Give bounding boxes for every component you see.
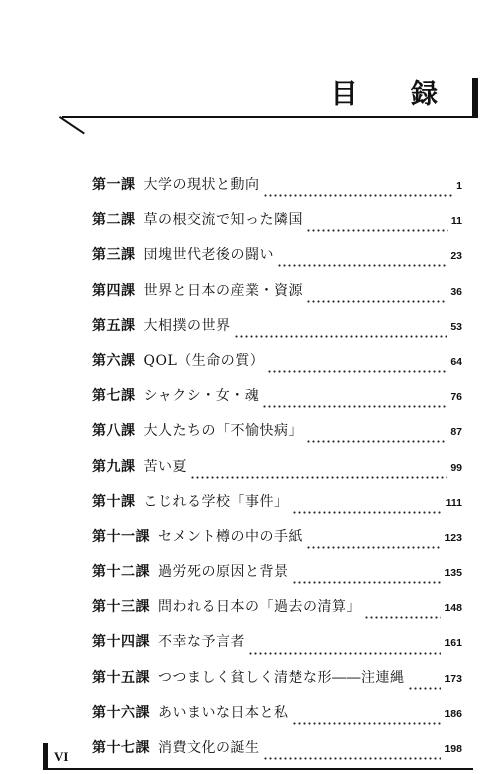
toc-lesson-number: 第十三課 (92, 599, 150, 616)
toc-title: 消費文化の誕生 (158, 740, 260, 756)
footer-rule (43, 768, 473, 770)
toc-lesson-number: 第二課 (92, 212, 136, 229)
toc-lesson-number: 第十四課 (92, 634, 150, 651)
toc-leader-dots (306, 440, 447, 443)
toc-entry[interactable] (92, 631, 462, 666)
page-number: VI (54, 749, 69, 764)
toc-lesson-number: 第九課 (92, 458, 136, 475)
toc-leader-dots (248, 652, 441, 655)
toc-entry[interactable] (92, 385, 462, 420)
toc-title: 団塊世代老後の闘い (143, 247, 274, 264)
toc-lesson-number: 第十課 (92, 493, 136, 510)
toc-leader-dots (262, 405, 447, 408)
toc-page-number: 99 (450, 461, 462, 474)
toc-page-number: 11 (450, 215, 462, 228)
toc-leader-dots (292, 511, 443, 514)
toc-leader-dots (277, 264, 447, 267)
toc-leader-dots (306, 229, 448, 232)
toc-entry[interactable] (92, 526, 462, 561)
toc-title: つつましく貧しく清楚な形――注連縄 (158, 669, 405, 686)
toc-lesson-number: 第十二課 (92, 564, 150, 581)
table-of-contents (92, 174, 462, 772)
toc-entry[interactable] (92, 174, 462, 209)
toc-page-number: 111 (445, 496, 462, 509)
toc-entry[interactable] (92, 667, 462, 702)
toc-entry[interactable] (92, 244, 462, 279)
toc-page-number: 173 (444, 672, 462, 685)
toc-page-number: 135 (444, 567, 462, 580)
toc-entry[interactable] (92, 315, 462, 350)
toc-lesson-number: 第十一課 (92, 528, 150, 545)
title-rule-diagonal (59, 116, 85, 134)
toc-title: 草の根交流で知った隣国 (143, 212, 303, 229)
toc-page-number: 198 (444, 743, 462, 755)
toc-title: 苦い夏 (143, 458, 187, 475)
toc-lesson-number: 第十七課 (92, 740, 150, 756)
toc-page-number: 64 (450, 355, 462, 368)
toc-page-number: 23 (450, 250, 462, 263)
toc-entry[interactable] (92, 456, 462, 491)
toc-lesson-number: 第六課 (92, 352, 136, 369)
toc-entry[interactable] (92, 350, 462, 385)
title-wrap (331, 78, 478, 112)
toc-title: QOL（生命の質） (143, 352, 265, 369)
toc-page-number: 1 (456, 180, 462, 192)
toc-entry[interactable] (92, 420, 462, 455)
toc-title: あいまいな日本と私 (158, 704, 289, 721)
toc-title: 過労死の原因と背景 (158, 564, 289, 581)
toc-title: 大相撲の世界 (143, 317, 231, 334)
toc-title: 大学の現状と動向 (143, 177, 260, 193)
toc-title: セメント樽の中の手紙 (158, 528, 303, 545)
toc-page-number: 76 (450, 391, 462, 404)
toc-leader-dots (292, 581, 442, 584)
toc-leader-dots (234, 335, 448, 338)
toc-entry[interactable] (92, 737, 462, 772)
toc-leader-dots (190, 476, 447, 479)
toc-entry[interactable] (92, 596, 462, 631)
toc-lesson-number: 第十五課 (92, 669, 150, 686)
folio-bar (43, 743, 48, 770)
toc-leader-dots (306, 300, 447, 303)
toc-leader-dots (364, 616, 441, 619)
toc-page-number: 186 (444, 707, 462, 720)
toc-entry[interactable] (92, 280, 462, 315)
toc-leader-dots (408, 687, 442, 690)
toc-title: シャクシ・女・魂 (143, 388, 260, 405)
toc-page-number: 123 (444, 531, 462, 544)
page-title: 目 録 (330, 79, 460, 110)
toc-leader-dots (267, 370, 447, 373)
toc-lesson-number: 第三課 (92, 247, 136, 264)
toc-page-number: 161 (444, 637, 462, 650)
toc-lesson-number: 第八課 (92, 423, 136, 440)
title-bar (472, 78, 478, 118)
toc-entry[interactable] (92, 491, 462, 526)
toc-title: こじれる学校「事件」 (143, 493, 289, 510)
toc-title: 問われる日本の「過去の清算」 (158, 599, 361, 616)
toc-lesson-number: 第一課 (92, 177, 136, 193)
toc-title: 不幸な予言者 (158, 634, 245, 651)
toc-leader-dots (263, 757, 442, 760)
toc-entry[interactable] (92, 702, 462, 737)
toc-entry[interactable] (92, 561, 462, 596)
toc-page-number: 53 (450, 320, 462, 333)
toc-page-number: 36 (450, 285, 462, 298)
toc-lesson-number: 第四課 (92, 282, 136, 299)
toc-leader-dots (292, 722, 442, 725)
toc-page-number: 87 (450, 426, 462, 439)
title-rule (62, 116, 478, 118)
toc-lesson-number: 第十六課 (92, 704, 150, 721)
toc-leader-dots (306, 546, 441, 549)
toc-lesson-number: 第五課 (92, 317, 136, 334)
toc-title: 世界と日本の産業・資源 (143, 282, 303, 299)
toc-lesson-number: 第七課 (92, 388, 136, 405)
toc-entry[interactable] (92, 209, 462, 244)
toc-leader-dots (263, 194, 454, 197)
toc-page-number: 148 (444, 602, 462, 615)
toc-title: 大人たちの「不愉快病」 (143, 423, 303, 440)
